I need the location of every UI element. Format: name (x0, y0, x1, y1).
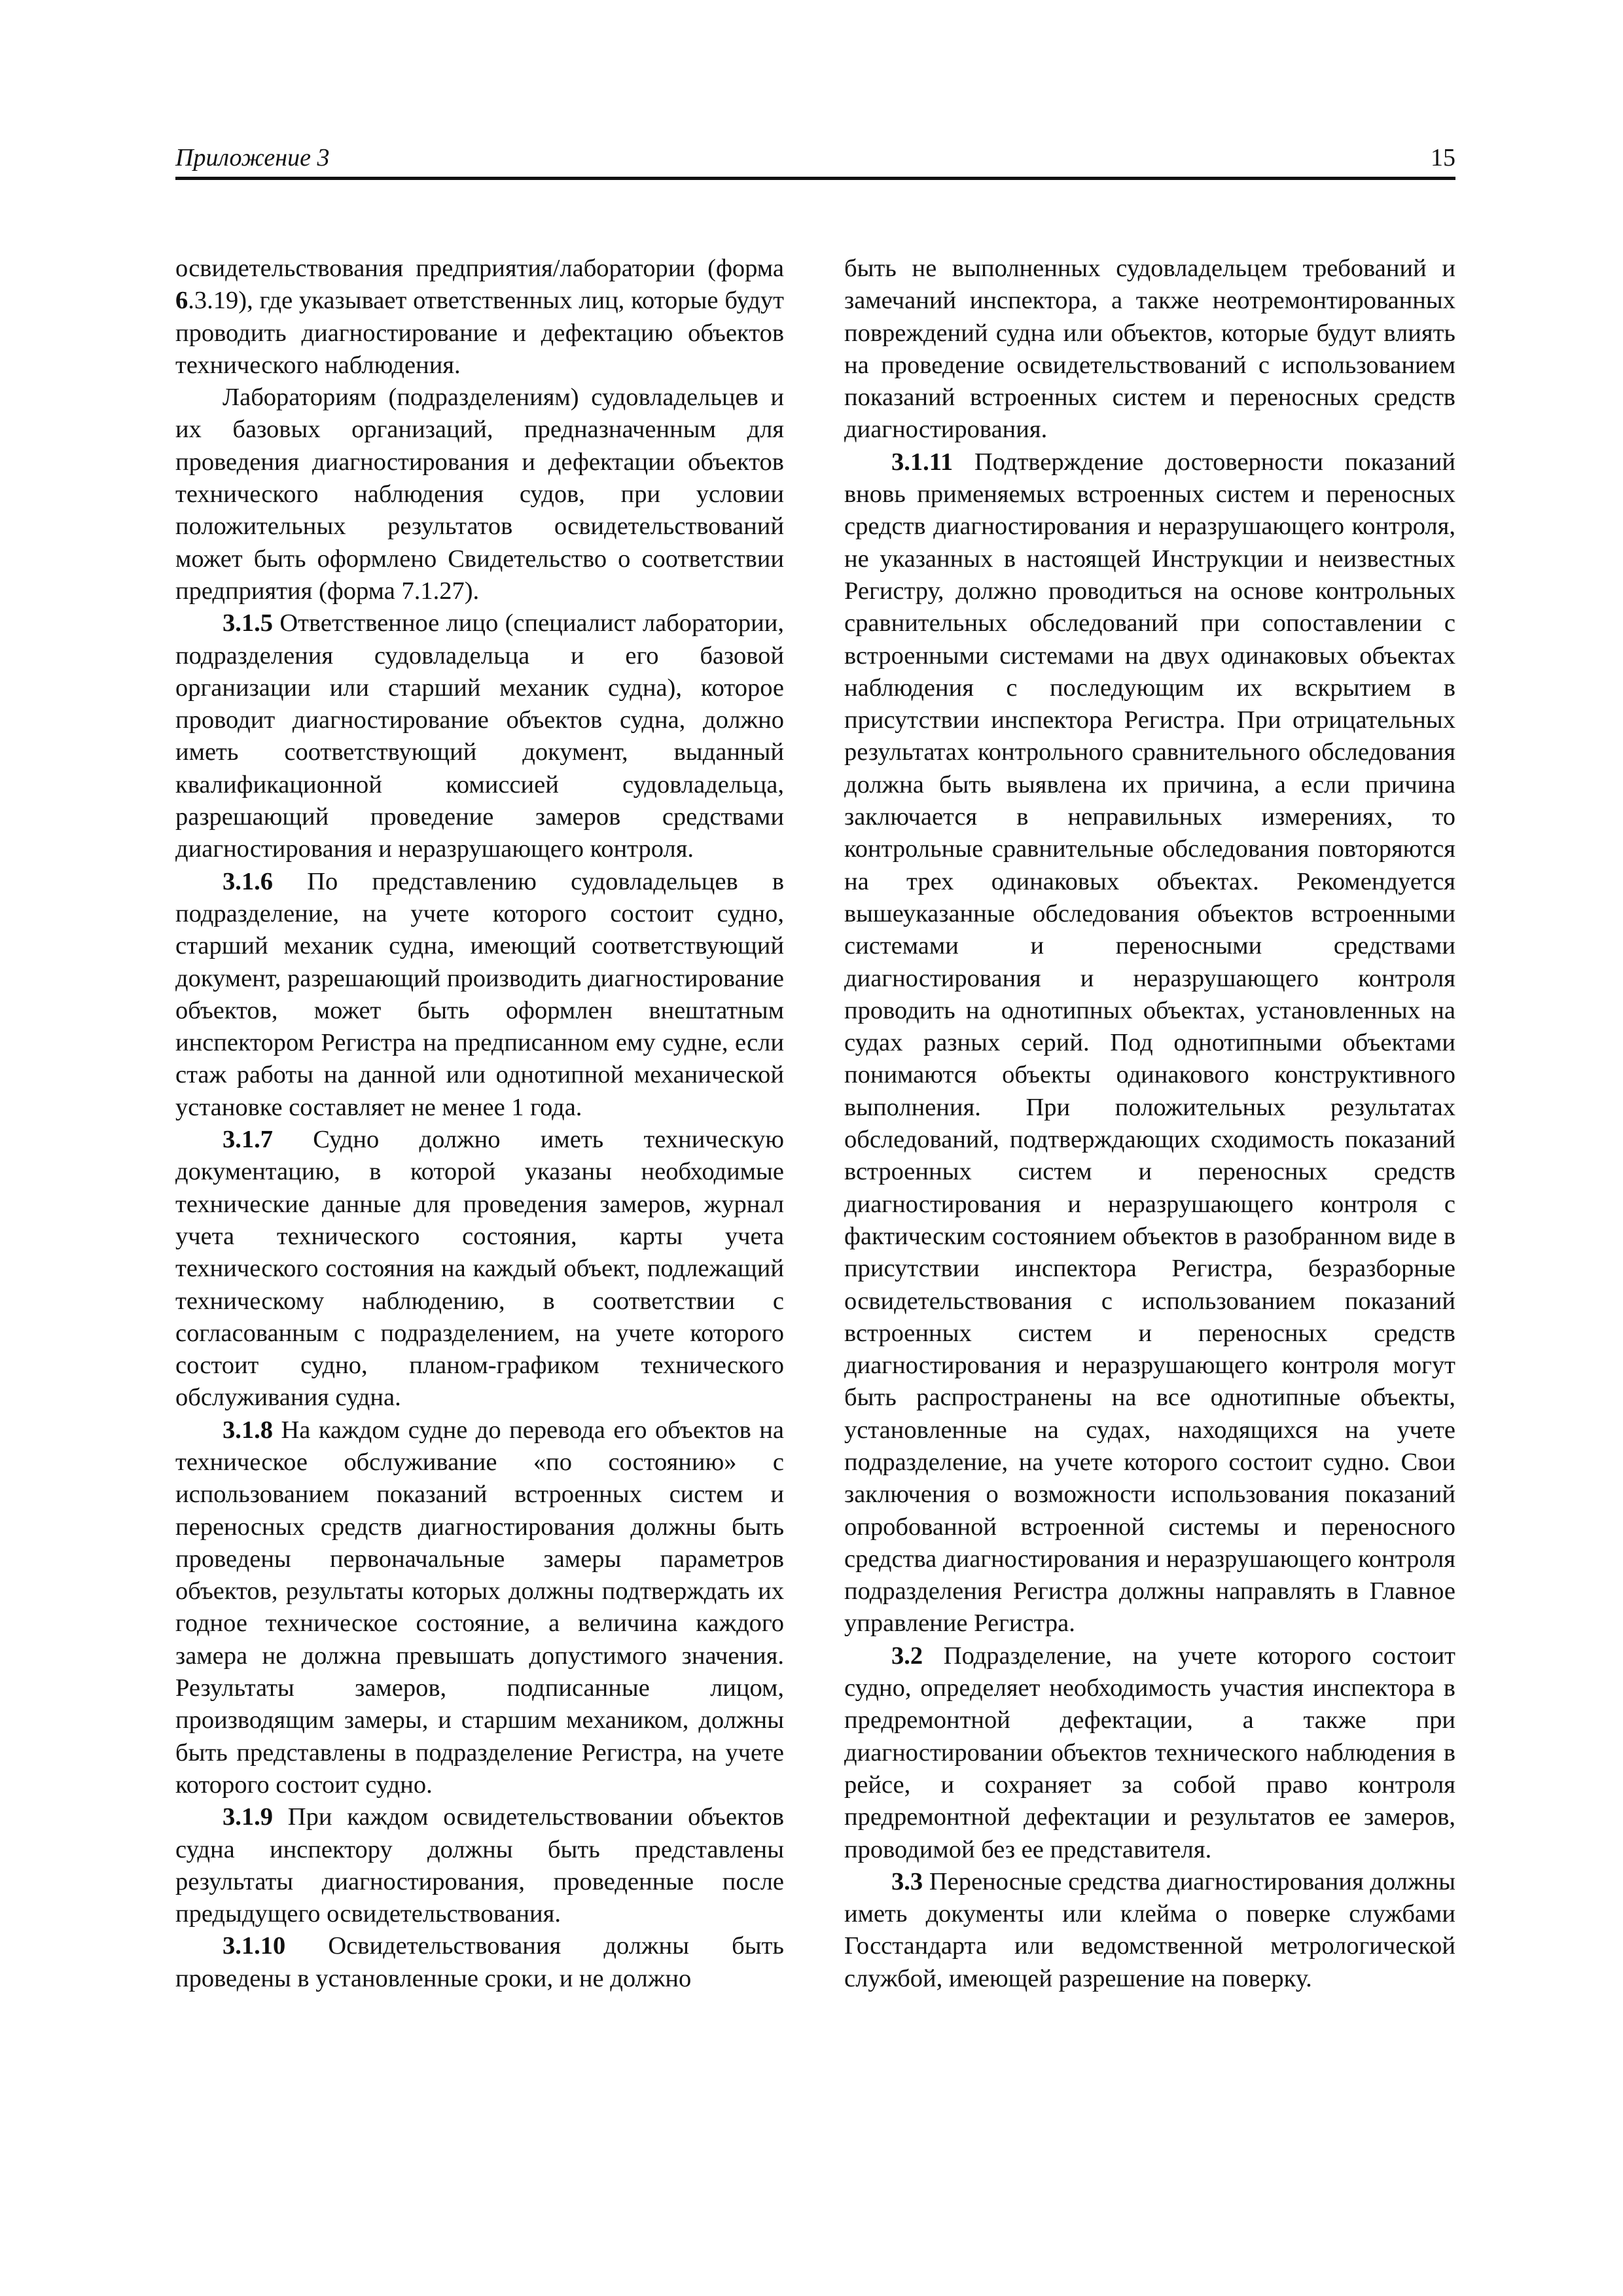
paragraph (175, 382, 784, 607)
section-3-1-6 (175, 866, 784, 1124)
left-column (175, 253, 784, 1995)
running-title: Приложение 3 (175, 144, 330, 171)
section-number: 3.1.9 (223, 1803, 273, 1831)
paragraph-text: Лабораториям (подразделениям) судовладельцев и их базовых организаций, предназначенным для проведения диагностирования и дефектации объектов технического наблюдения судов, при условии положительных результатов освидетельствований может быть оформлено Свидетельство о соответствии предприятия (форма 7.1.27). (175, 384, 784, 605)
section-3-1-8 (175, 1414, 784, 1802)
paragraph (175, 253, 784, 382)
section-number: 3.1.10 (223, 1932, 286, 1960)
section-number: 3.1.5 (223, 609, 273, 637)
paragraph-text: быть не выполненных судовладельцем требований и замечаний инспектора, а также неотремонтированных повреждений судна или объектов, которые будут влиять на проведение освидетельствований с использованием показаний встроенных систем и переносных средств диагностирования. (844, 255, 1455, 444)
paragraph-text: Переносные средства диагностирования должны иметь документы или клейма о поверке службами Госстандарта или ведомственной метрологической службой, имеющей разрешение на поверку. (844, 1867, 1455, 1992)
section-3-1-10 (175, 1930, 784, 1995)
section-3-2 (844, 1640, 1455, 1866)
paragraph-text: При каждом освидетельствовании объектов судна инспектору должны быть представлены результаты диагностирования, проведенные после предыдущего освидетельствования. (175, 1803, 784, 1928)
section-number: 3.1.8 (223, 1416, 273, 1444)
section-number: 3.1.7 (223, 1126, 273, 1154)
paragraph-text: По представлению судовладельцев в подразделение, на учете которого состоит судно, старший механик судна, имеющий соответствующий документ, разрешающий производить диагностирование объектов, может быть оформлен внештатным инспектором Регистра на предписанном ему судне, если стаж работы на данной или однотипной механической установке составляет не менее 1 года. (175, 867, 784, 1121)
page-number: 15 (1431, 144, 1455, 171)
section-3-1-9 (175, 1801, 784, 1930)
paragraph-text: Судно должно иметь техническую документацию, в которой указаны необходимые технические данные для проведения замеров, журнал учета технического состояния, карты учета технического состояния на каждый объект, подлежащий техническому наблюдению, в соответствии с согласованным с подразделением, на учете которого состоит судно, планом-графиком технического обслуживания судна. (175, 1126, 784, 1412)
paragraph-text: освидетельствования предприятия/лаборатории (форма (175, 255, 784, 282)
section-number: 3.2 (891, 1641, 923, 1670)
paragraph-text: .3.19), где указывает ответственных лиц, которые будут проводить диагностирование и дефектацию объектов технического наблюдения. (175, 287, 784, 379)
section-number: 3.1.6 (223, 867, 273, 895)
section-number: 3.1.11 (891, 448, 954, 476)
section-3-1-7 (175, 1124, 784, 1414)
section-3-1-5 (175, 607, 784, 865)
section-3-3 (844, 1866, 1455, 1995)
section-3-1-11 (844, 446, 1455, 1640)
paragraph-text: Подтверждение достоверности показаний вновь применяемых встроенных систем и переносных средств диагностирования и неразрушающего контроля, не указанных в настоящей Инструкции и неизвестных Регистру, должно проводиться на основе контрольных сравнительных обследований при сопоставлении с встроенными системами на двух одинаковых объектах наблюдения с последующим их вскрытием в присутствии инспектора Регистра. При отрицательных результатах контрольного сравнительного обследования должна быть выявлена их причина, а если причина заключается в неправильных измерениях, то контрольные сравнительные обследования повторяются на трех одинаковых объектах. Рекомендуется вышеуказанные обследования объектов встроенными системами и переносными средствами диагностирования и неразрушающего контроля проводить на однотипных объектах, установленных на судах разных серий. Под однотипными объектами понимаются объекты одинакового конструктивного выполнения. При положительных результатах обследований, подтверждающих сходимость показаний встроенных систем и переносных средств диагностирования и неразрушающего контроля с фактическим состоянием объектов в разобранном виде в присутствии инспектора Регистра, безразборные освидетельствования с использованием показаний встроенных систем и переносных средств диагностирования и неразрушающего контроля могут быть распространены на все однотипные объекты, установленные на судах, находящихся на учете подразделение, на учете которого состоит судно. Свои заключения о возможности использования показаний опробованной встроенной системы и переносного средства диагностирования и неразрушающего контроля подразделения Регистра должны направлять в Главное управление Регистра. (844, 448, 1455, 1638)
section-number: 3.3 (891, 1867, 923, 1895)
header-rule (175, 177, 1455, 180)
paragraph (844, 253, 1455, 446)
paragraph-text: Ответственное лицо (специалист лаборатории, подразделения судовладельца и его базовой организации или старший механик судна), которое проводит диагностирование объектов судна, должно иметь соответствующий документ, выданный квалификационной комиссией судовладельца, разрешающий проведение замеров средствами диагностирования и неразрушающего контроля. (175, 609, 784, 863)
page-header (175, 145, 1455, 177)
right-column (844, 253, 1455, 1995)
paragraph-text: На каждом судне до перевода его объектов на техническое обслуживание «по состоянию» с использованием показаний встроенных систем и переносных средств диагностирования должны быть проведены первоначальные замеры параметров объектов, результаты которых должны подтверждать их годное техническое состояние, а величина каждого замера не должна превышать допустимого значения. Результаты замеров, подписанные лицом, производящим замеры, и старшим механиком, должны быть представлены в подразделение Регистра, на учете которого состоит судно. (175, 1416, 784, 1799)
paragraph-text: Освидетельствования должны быть проведены в установленные сроки, и не должно (175, 1932, 784, 1992)
paragraph-text: Подразделение, на учете которого состоит судно, определяет необходимость участия инспектора в предремонтной дефектации, а также при диагностировании объектов технического наблюдения в рейсе, и сохраняет за собой право контроля предремонтной дефектации и результатов ее замеров, проводимой без ее представителя. (844, 1641, 1455, 1863)
form-ref-bold: 6 (175, 287, 188, 315)
